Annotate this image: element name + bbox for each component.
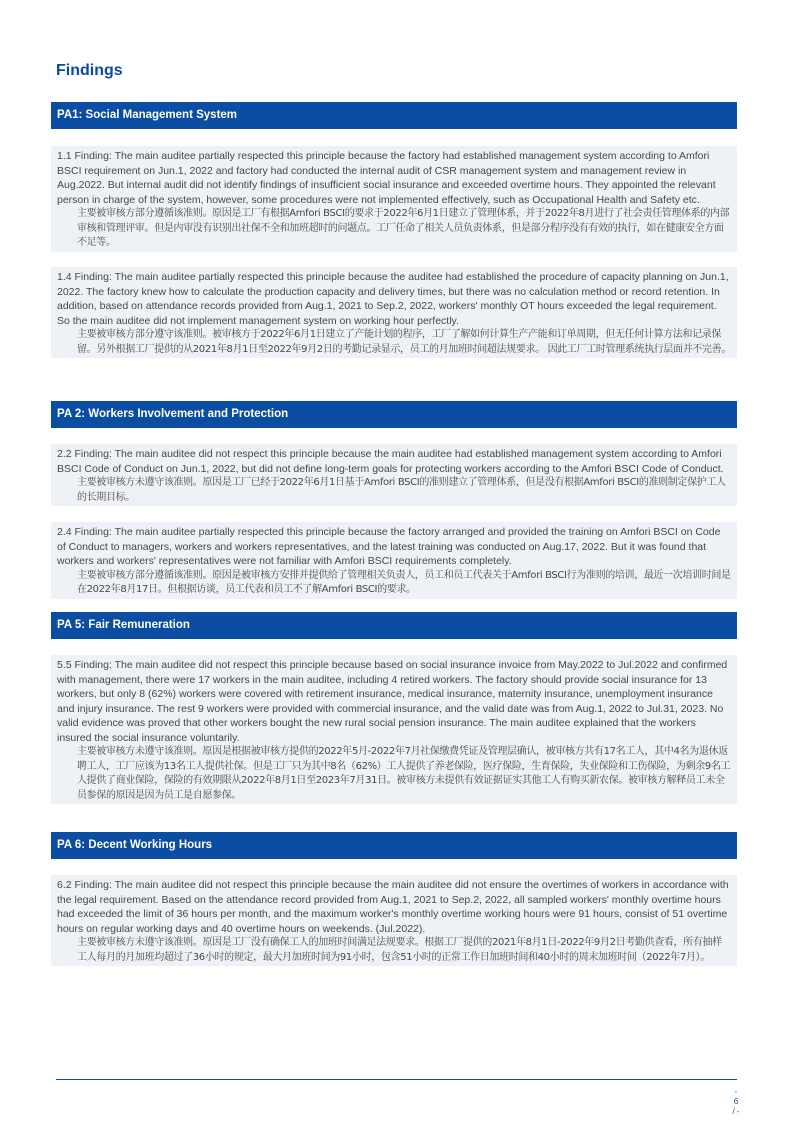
section-heading-pa5: PA 5: Fair Remuneration <box>51 612 737 639</box>
finding-1-1-chinese: 主要被审核方部分遵循该准则。原因是工厂有根据Amfori BSCI的要求于2022年6月1日建立了管理体系，并于2022年8月进行了社会责任管理体系的内部审核和管理评审。但是内审没有识别出社保不全和加班超时的问题点。工厂任命了相关人员负责体系，但是部分程序没有有效的执行，如在健康安全方面不足等。 <box>77 208 730 248</box>
section-heading-pa1: PA1: Social Management System <box>51 102 737 129</box>
finding-1-4-chinese: 主要被审核方部分遵守该准则。被审核方于2022年6月1日建立了产能计划的程序，工厂了解如何计算生产产能和订单周期，但无任何计算方法和记录保留。另外根据工厂提供的从2021年8月1日至2022年9月2日的考勤记录显示，员工的月加班时间超法规要求。 因此工厂工时管理系统执行层面并不完善。 <box>77 329 731 355</box>
finding-5-5-english: 5.5 Finding: The main auditee did not respect this principle because based on social insurance invoice from May.2022 to Jul.2022 and confirmed with management, there were 17 workers in the main auditee, including 4 retired workers. The factory should provide social insurance for 13 workers, but only 8 (62%) workers were covered with retirement insurance, medical insurance, maternity insurance, unemployment insurance and injury insurance. The rest 9 workers were provided with commercial insurance, and the valid date was from Aug.1, 2022 to Jul.31, 2023. No valid evidence was proved that other workers bought the new rural social pension insurance. The main auditee explained that the workers insured the social insurance voluntarily. <box>57 659 728 744</box>
page-number: 6 <box>733 1097 739 1106</box>
finding-5-5-chinese: 主要被审核方未遵守该准则。原因是根据被审核方提供的2022年5月-2022年7月社保缴费凭证及管理层确认，被审核方共有17名工人，其中4名为退休返聘工人，工厂应该为13名工人提供社保。但是工厂只为其中8名（62%）工人提供了养老保险，医疗保险，生育保险，失业保险和工伤保险，为剩余9名工人提供了商业保险，保险的有效期限从2022年8月1日至2023年7月31日。被审核方未提供有效证据证实其他工人有购买新农保。被审核方解释员工未全员参保的原因是因为员工是自愿参保。 <box>77 746 731 801</box>
finding-2-4 <box>51 522 737 599</box>
finding-1-1 <box>51 146 737 252</box>
finding-6-2-english: 6.2 Finding: The main auditee did not respect this principle because the main auditee did not ensure the overtimes of workers in accordance with the legal requirement. Based on the attendance record provided from Aug.1, 2021 to Sep.2, 2022, all sampled workers' monthly overtime hours had exceeded the limit of 36 hours per month, and the maximum worker's monthly overtime working hours were 91 hours, consist of 51 overtime hours on regular working days and 40 overtime hours on weekends. (Jul.2022). <box>57 879 729 935</box>
finding-2-2-chinese: 主要被审核方未遵守该准则。原因是工厂已经于2022年6月1日基于Amfori BSCI的准则建立了管理体系，但是没有根据Amfori BSCI的准则制定保护工人的长期目标。 <box>77 477 726 503</box>
section-heading-pa2: PA 2: Workers Involvement and Protection <box>51 401 737 428</box>
page-marker-top: - <box>734 1087 738 1096</box>
finding-2-2-english: 2.2 Finding: The main auditee did not respect this principle because the main auditee had established management system according to Amfori BSCI Code of Conduct on Jun.1, 2022, but did not define long-term goals for protecting workers according to the Amfori BSCI Code of Conduct. <box>57 448 724 475</box>
section-heading-pa6: PA 6: Decent Working Hours <box>51 832 737 859</box>
finding-5-5 <box>51 655 737 804</box>
page-number-marker <box>731 1087 741 1117</box>
page-title: Findings <box>56 62 123 79</box>
finding-1-4-english: 1.4 Finding: The main auditee partially respected this principle because the auditee had established the procedure of capacity planning on Jun.1, 2022. The factory knew how to calculate the production capacity and delivery times, but there was no calculation method or record retention. In addition, based on attendance records provided from Aug.1, 2021 to Sep.2, 2022, workers' monthly OT hours exceeded the legal requirement. So the main auditee did not implement management system on working hour perfectly. <box>57 271 729 327</box>
finding-1-1-english: 1.1 Finding: The main auditee partially respected this principle because the factory had established management system according to Amfori BSCI requirement on Jun.1, 2022 and factory had conducted the internal audit of CSR management system and management review in Aug.2022. But internal audit did not identify findings of insufficient social insurance and exceeded overtime hours. They appointed the relevant person in charge of the system, however, some procedures were not implemented effectively, such as Occupational Health and Safety etc. <box>57 150 716 206</box>
finding-2-4-english: 2.4 Finding: The main auditee partially respected this principle because the factory arranged and provided the training on Amfori BSCI on Code of Conduct to managers, workers and workers representatives, and the latest training was conducted on Aug.17, 2022. But it was found that workers and workers' representatives were not familiar with Amfori BSCI requirements completely. <box>57 526 721 567</box>
finding-1-4 <box>51 267 737 358</box>
finding-2-2 <box>51 444 737 506</box>
finding-2-4-chinese: 主要被审核方部分遵循该准则。原因是被审核方安排并提供给了管理相关负责人，员工和员工代表关于Amfori BSCI行为准则的培训，最近一次培训时间是在2022年8月17日。但根据访谈，员工代表和员工不了解Amfori BSCI的要求。 <box>77 569 731 595</box>
finding-6-2 <box>51 875 737 966</box>
footer-divider <box>56 1079 737 1080</box>
finding-6-2-chinese: 主要被审核方未遵守该准则。原因是工厂没有确保工人的加班时间满足法规要求。根据工厂提供的2021年8月1日-2022年9月2日考勤供查看，所有抽样工人每月的月加班均超过了36小时的规定，最大月加班时间为91小时，包含51小时的正常工作日加班时间和40小时的周末加班时间（2022年7月）。 <box>77 937 722 963</box>
page-marker-bottom: / - <box>732 1107 740 1116</box>
